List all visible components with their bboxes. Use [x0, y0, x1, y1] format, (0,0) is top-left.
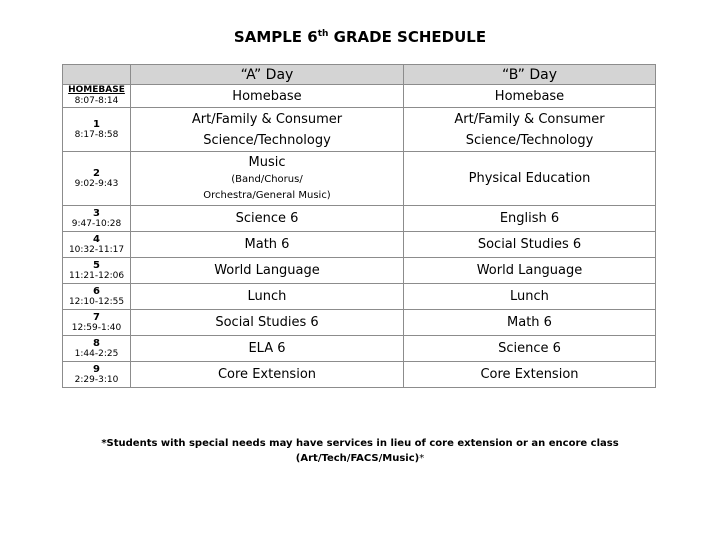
a-day-class: [131, 362, 404, 388]
class-line: Core Extension: [217, 367, 317, 382]
period-cell: [63, 232, 131, 258]
period-cell: [63, 108, 131, 152]
b-day-class: [404, 284, 656, 310]
footnote-line-2-text: (Art/Tech/FACS/Music): [295, 453, 420, 464]
table-row: [63, 336, 656, 362]
table-row: [63, 206, 656, 232]
class-line: Science/Technology: [203, 132, 331, 148]
class-line: Math 6: [507, 315, 552, 330]
header-row: [63, 65, 656, 85]
a-day-class: [131, 336, 404, 362]
footnote-line-2: [0, 451, 720, 466]
period-number: 6: [93, 285, 100, 297]
period-cell: [63, 206, 131, 232]
class-subline: (Band/Chorus/: [231, 173, 303, 185]
footnote: [0, 436, 720, 466]
period-time: 10:32-11:17: [68, 244, 125, 255]
b-day-class: [404, 336, 656, 362]
footnote-star: *: [419, 453, 425, 464]
b-day-header: “B” Day: [404, 65, 656, 85]
period-number: 5: [93, 259, 100, 271]
a-day-class: [131, 232, 404, 258]
class-line: Homebase: [232, 88, 302, 104]
class-line: Core Extension: [480, 367, 579, 382]
a-day-class: [131, 85, 404, 108]
footnote-line-1: *Students with special needs may have services in lieu of core extension or an encore class: [101, 438, 619, 449]
class-line: Art/Family & Consumer: [191, 111, 343, 127]
period-cell: [63, 362, 131, 388]
table-row: [63, 108, 656, 152]
class-line: Lunch: [510, 289, 549, 304]
class-line: ELA 6: [248, 341, 286, 356]
table-row: [63, 362, 656, 388]
class-line: Homebase: [494, 88, 565, 104]
period-number: 4: [93, 233, 100, 245]
table-row: [63, 310, 656, 336]
period-time: 8:17-8:58: [74, 129, 119, 140]
table-row: [63, 232, 656, 258]
period-cell: [63, 152, 131, 206]
period-time: 9:02-9:43: [74, 178, 119, 189]
title-suffix: GRADE SCHEDULE: [328, 28, 487, 46]
period-cell: [63, 310, 131, 336]
b-day-class: [404, 232, 656, 258]
b-day-class: [404, 258, 656, 284]
class-line: World Language: [214, 263, 320, 278]
a-day-class: [131, 310, 404, 336]
class-line: Art/Family & Consumer: [454, 111, 605, 127]
class-line: Physical Education: [468, 171, 591, 186]
period-number: 2: [93, 167, 100, 179]
class-line: World Language: [476, 263, 583, 278]
period-cell: [63, 336, 131, 362]
table-row: [63, 258, 656, 284]
period-time: 2:29-3:10: [74, 374, 119, 385]
period-time: 11:21-12:06: [68, 270, 125, 281]
class-line: English 6: [499, 211, 560, 226]
a-day-class: [131, 206, 404, 232]
a-day-class: [131, 258, 404, 284]
schedule-table: [62, 64, 656, 388]
class-line: Social Studies 6: [215, 315, 319, 330]
a-day-class: [131, 108, 404, 152]
header-corner-cell: [63, 65, 131, 85]
class-line: Music: [248, 154, 286, 170]
period-number: 9: [93, 363, 100, 375]
a-day-class: [131, 284, 404, 310]
b-day-class: [404, 310, 656, 336]
period-number: 3: [93, 207, 100, 219]
b-day-class: [404, 152, 656, 206]
b-day-class: [404, 108, 656, 152]
class-subline: Orchestra/General Music): [203, 189, 331, 201]
class-line: Science 6: [498, 341, 561, 356]
period-number: 8: [93, 337, 100, 349]
title-superscript: th: [317, 29, 329, 39]
class-line: Social Studies 6: [477, 237, 582, 252]
class-line: Science 6: [235, 211, 299, 226]
period-cell: [63, 85, 131, 108]
period-number: 7: [93, 311, 100, 323]
class-line: Science/Technology: [465, 132, 594, 148]
b-day-class: [404, 85, 656, 108]
period-time: 1:44-2:25: [74, 348, 119, 359]
table-row: [63, 85, 656, 108]
period-time: 8:07-8:14: [74, 96, 119, 106]
period-label: HOMEBASE: [68, 85, 125, 95]
period-time: 9:47-10:28: [71, 218, 122, 229]
period-time: 12:10-12:55: [68, 296, 125, 307]
title-prefix: SAMPLE 6: [233, 28, 318, 46]
a-day-class: [131, 152, 404, 206]
period-time: 12:59-1:40: [71, 322, 122, 333]
period-cell: [63, 258, 131, 284]
table-row: [63, 152, 656, 206]
table-row: [63, 284, 656, 310]
class-line: Math 6: [244, 237, 290, 252]
page-title: [0, 28, 720, 46]
a-day-header: “A” Day: [131, 65, 404, 85]
period-cell: [63, 284, 131, 310]
period-number: 1: [93, 118, 100, 130]
class-line: Lunch: [247, 289, 287, 304]
b-day-class: [404, 362, 656, 388]
b-day-class: [404, 206, 656, 232]
